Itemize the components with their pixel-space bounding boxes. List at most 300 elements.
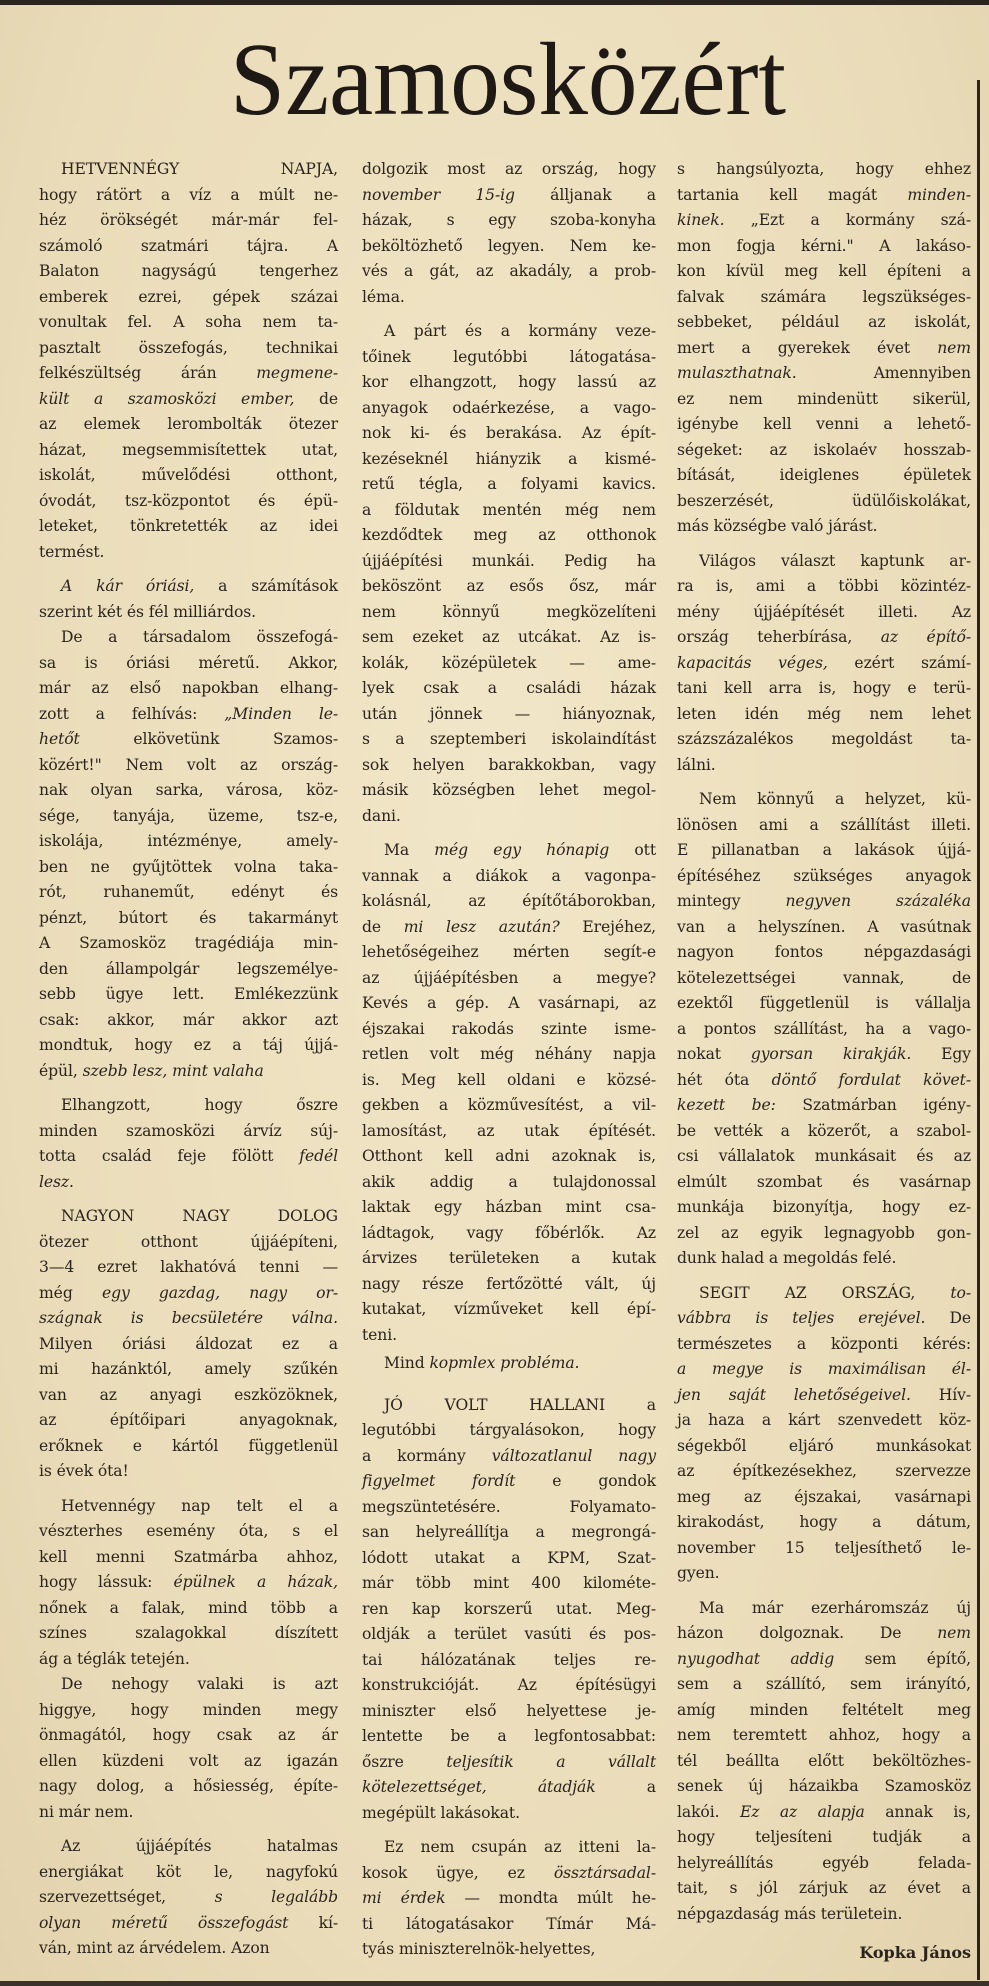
italic-emphasis: gyorsan kirakják. bbox=[750, 1045, 912, 1063]
italic-emphasis: egy gazdag, nagy or- bbox=[101, 1283, 338, 1302]
text-run: elkövetünk Szamos- bbox=[79, 730, 338, 748]
italic-emphasis: az építő- bbox=[880, 628, 971, 646]
text-line: mon fogja kérni." A lakáso- bbox=[677, 236, 971, 255]
text-line: vonultak fel. A soha nem ta- bbox=[39, 313, 338, 331]
text-line: Elhangzott, hogy őszre bbox=[61, 1096, 338, 1114]
bottom-rule bbox=[0, 1981, 989, 1986]
text-line: akik addig a tulajdonossal bbox=[362, 1172, 656, 1191]
text-line: munkája bizonyítja, hogy ez- bbox=[677, 1198, 971, 1216]
text-line: szerint két és fél milliárdos. bbox=[39, 602, 257, 621]
text-line: leten idén még nem lehet bbox=[677, 704, 971, 723]
text-line: számoló szatmári tájra. A bbox=[39, 236, 338, 255]
text-line: kutakat, vízműveket kell épí- bbox=[362, 1300, 656, 1318]
paragraph bbox=[362, 319, 656, 829]
text-run: ország teherbírása, bbox=[677, 628, 881, 646]
text-line: leteket, tönkretették az idei bbox=[39, 517, 338, 535]
text-line: már az első napokban elhang- bbox=[39, 679, 338, 697]
text-line: után jönnek — hiányoznak, bbox=[362, 704, 656, 723]
text-line: s hangsúlyozta, hogy ehhez bbox=[677, 160, 971, 178]
text-line: teni. bbox=[362, 1325, 397, 1344]
text-line bbox=[362, 1886, 656, 1912]
italic-emphasis: jen saját lehetőségeivel. bbox=[677, 1385, 911, 1404]
paragraph bbox=[677, 157, 971, 540]
text-line: laktak egy házban mint csa- bbox=[362, 1198, 656, 1216]
text-line: termést. bbox=[39, 542, 105, 561]
text-line: nőnek a falak, mind több a bbox=[39, 1598, 338, 1617]
text-line: amíg minden feltételt meg bbox=[677, 1700, 971, 1719]
text-line bbox=[39, 1885, 338, 1911]
text-line: sa is óriási méretű. Akkor, bbox=[39, 653, 338, 672]
italic-emphasis: hetőt bbox=[39, 730, 80, 748]
text-run: a számítások bbox=[194, 577, 338, 595]
column-3 bbox=[677, 157, 971, 1966]
italic-emphasis: össztársadal- bbox=[553, 1863, 656, 1882]
italic-emphasis: kapacitás véges, bbox=[677, 653, 828, 672]
italic-emphasis: szágnak is becsületére válna. bbox=[39, 1309, 338, 1327]
text-line: más községbe való járást. bbox=[677, 517, 878, 535]
text-line: beköszönt az esős ősz, már bbox=[362, 577, 656, 595]
text-line bbox=[39, 1059, 338, 1085]
text-run: házon dolgoznak. De bbox=[677, 1624, 938, 1642]
text-line bbox=[39, 1911, 338, 1937]
text-line bbox=[362, 1444, 656, 1470]
text-line: dunk halad a megoldás felé. bbox=[677, 1249, 897, 1267]
text-line: Ez nem csupán az itteni la- bbox=[384, 1838, 656, 1856]
italic-emphasis: kezett be: bbox=[677, 1096, 776, 1114]
text-line: árvizes területeken a kutak bbox=[362, 1249, 656, 1267]
text-run: tartania kell magát bbox=[677, 185, 908, 204]
text-line: sem a szállító, sem irányító, bbox=[677, 1675, 971, 1693]
text-line: lyek csak a családi házak bbox=[362, 679, 656, 697]
text-line: nagy dolog, a hősiesség, építe- bbox=[39, 1777, 338, 1795]
text-run: mert a gyerekek évet bbox=[677, 338, 938, 357]
text-run: de bbox=[294, 389, 338, 408]
text-line: ván, mint az árvédelem. Azon bbox=[39, 1939, 270, 1957]
italic-emphasis: olyan méretű összefogást bbox=[39, 1913, 289, 1932]
text-line: rót, ruhaneműt, edényt és bbox=[39, 883, 338, 901]
text-line: tyás miniszterelnök-helyettes, bbox=[362, 1940, 596, 1958]
text-line: ja haza a kárt szenvedett köz- bbox=[677, 1411, 971, 1429]
italic-emphasis: mi lesz azután? bbox=[403, 917, 560, 936]
text-run: épül, bbox=[39, 1061, 83, 1080]
text-run: ezért számí- bbox=[827, 653, 971, 672]
text-line bbox=[39, 361, 338, 387]
text-line: falvak számára legszükséges- bbox=[677, 287, 971, 306]
text-line: ötezer otthont újjáépíteni, bbox=[39, 1232, 338, 1251]
text-line: Balaton nagyságú tengerhez bbox=[39, 262, 338, 280]
italic-emphasis: negyven százaléka bbox=[785, 892, 971, 910]
text-line bbox=[362, 1775, 656, 1801]
text-line: sem ezeket az utcákat. Az is- bbox=[362, 628, 656, 646]
italic-emphasis: „Minden le- bbox=[224, 704, 339, 723]
italic-emphasis: minden- bbox=[907, 185, 971, 204]
text-run: kí- bbox=[288, 1913, 339, 1932]
text-line bbox=[362, 1750, 656, 1776]
text-line: Az újjáépítés hatalmas bbox=[61, 1837, 338, 1855]
text-line: oldják a terület vasúti és pos- bbox=[362, 1625, 656, 1643]
italic-emphasis: kötelezettséget, átadják bbox=[362, 1778, 596, 1796]
text-line bbox=[39, 1144, 338, 1170]
text-line: ra is, ami a többi közintéz- bbox=[677, 577, 971, 595]
text-run: szervezettséget, bbox=[39, 1888, 215, 1906]
text-line: sebb ügye lett. Emlékezzünk bbox=[39, 985, 338, 1003]
text-run: annak is, bbox=[864, 1802, 971, 1821]
italic-emphasis: A kár óriási, bbox=[61, 577, 195, 595]
italic-emphasis: nem bbox=[937, 1624, 971, 1642]
text-line: kolásnál, az építőtáborokban, bbox=[362, 892, 656, 910]
text-line: tőinek legutóbbi látogatása- bbox=[362, 347, 656, 366]
text-line bbox=[39, 387, 338, 413]
text-run: még bbox=[39, 1283, 102, 1302]
text-run: e gondok bbox=[515, 1472, 656, 1490]
text-line: ni már nem. bbox=[39, 1802, 134, 1821]
text-line: nok ki- és berakása. Az épít- bbox=[362, 424, 656, 442]
text-line: higgye, hogy minden megy bbox=[39, 1700, 338, 1719]
text-line bbox=[39, 1281, 338, 1307]
text-line: vannak a diákok a vagonpa- bbox=[362, 866, 656, 885]
text-line: konstrukcióját. Az építésügyi bbox=[362, 1676, 656, 1694]
italic-emphasis: nem bbox=[937, 338, 971, 357]
text-line: megépült lakásokat. bbox=[362, 1803, 520, 1822]
text-line bbox=[677, 1357, 971, 1383]
text-line bbox=[677, 625, 971, 651]
text-run: kosok ügye, ez bbox=[362, 1863, 554, 1882]
text-line: pénzt, bútort és takarmányt bbox=[39, 908, 338, 927]
paragraph bbox=[362, 157, 656, 310]
text-line: retű tégla, a folyami kavics. bbox=[362, 475, 656, 493]
italic-emphasis: vábbra is teljes erejével. bbox=[677, 1309, 926, 1327]
text-line: meg az éjszakai, vasárnapi bbox=[677, 1487, 971, 1506]
text-run: felkészültség árán bbox=[39, 364, 257, 382]
text-run: SEGIT AZ ORSZÁG, bbox=[699, 1283, 951, 1302]
text-line: sok helyen barakkokban, vagy bbox=[362, 755, 656, 774]
text-line: a pontos szállítást, ha a vago- bbox=[677, 1019, 971, 1038]
text-line: be vették a közerőt, a szabol- bbox=[677, 1121, 971, 1140]
text-line: tél beállta előtt beköltözhes- bbox=[677, 1751, 971, 1770]
italic-emphasis: fedél bbox=[299, 1147, 338, 1165]
text-run: Szatmárban igény- bbox=[775, 1096, 971, 1114]
text-line: Kevés a gép. A vasárnapi, az bbox=[362, 994, 656, 1012]
text-line bbox=[362, 1351, 656, 1377]
text-line bbox=[39, 574, 338, 600]
text-run: Egy bbox=[911, 1045, 971, 1063]
text-line: De a társadalom összefogá- bbox=[61, 628, 338, 646]
text-line: JÓ VOLT HALLANI a bbox=[384, 1395, 656, 1414]
text-line: vés a gát, az akadály, a prob- bbox=[362, 262, 656, 280]
text-line: tani kell arra is, hogy e terü- bbox=[677, 679, 971, 697]
text-line bbox=[677, 361, 971, 387]
text-line: csi vállalatok munkásait és az bbox=[677, 1147, 971, 1165]
text-line: hogy rátört a víz a múlt ne- bbox=[39, 185, 338, 204]
paragraph bbox=[39, 1834, 338, 1962]
text-line bbox=[39, 702, 338, 728]
italic-emphasis: még egy hónapig bbox=[434, 841, 610, 859]
paragraph bbox=[362, 1351, 656, 1377]
text-run: nokat bbox=[677, 1045, 751, 1063]
text-line: is. Meg kell oldani e közsé- bbox=[362, 1070, 656, 1089]
paragraph bbox=[677, 787, 971, 1272]
text-line: természetes a központi kérés: bbox=[677, 1334, 971, 1353]
text-line: igénybe kell venni a lehető- bbox=[677, 415, 971, 433]
italic-emphasis: lesz. bbox=[39, 1172, 74, 1191]
text-line bbox=[677, 1068, 971, 1094]
text-line: éjszakai rakodás szinte isme- bbox=[362, 1019, 656, 1038]
text-line: pasztalt összefogás, technikai bbox=[39, 338, 338, 357]
text-line: van az anyagi eszközöknek, bbox=[39, 1385, 338, 1404]
text-line: nem teremtett ahhoz, hogy a bbox=[677, 1726, 971, 1744]
text-line bbox=[677, 183, 971, 209]
text-line bbox=[677, 1383, 971, 1409]
text-line: lentette be a legfontosabbat: bbox=[362, 1727, 656, 1745]
text-line: nak olyan sarka, városa, köz- bbox=[39, 781, 338, 799]
text-line: lamosítást, az utak építését. bbox=[362, 1121, 656, 1140]
text-line bbox=[677, 336, 971, 362]
text-line: lönösen ami a szállítást illeti. bbox=[677, 815, 971, 834]
text-line: gekben a közművesítést, a vil- bbox=[362, 1096, 656, 1114]
paragraph bbox=[362, 838, 656, 1348]
text-line: den állampolgár legszemélye- bbox=[39, 959, 338, 978]
text-line: sebbeket, például az iskolát, bbox=[677, 313, 971, 331]
text-line: házat, megsemmisítettek utat, bbox=[39, 440, 338, 459]
text-run: Ma bbox=[384, 841, 435, 859]
text-line: önmagától, hogy csak az ár bbox=[39, 1726, 338, 1744]
column-2 bbox=[362, 157, 656, 1963]
text-line bbox=[39, 1170, 338, 1196]
text-run: a kormány bbox=[362, 1446, 492, 1465]
italic-emphasis: november 15-ig bbox=[362, 185, 515, 204]
italic-emphasis: szebb lesz, mint valaha bbox=[82, 1061, 264, 1080]
paragraph bbox=[362, 1393, 656, 1827]
text-line bbox=[677, 1281, 971, 1307]
text-line: kötelezettségei vannak, de bbox=[677, 968, 971, 987]
text-run: zott a felhívás: bbox=[39, 704, 225, 723]
text-line: NAGYON NAGY DOLOG bbox=[61, 1207, 338, 1225]
text-run: totta család feje fölött bbox=[39, 1147, 300, 1165]
text-line: erőknek e kártól függetlenül bbox=[39, 1436, 338, 1455]
text-line: ségekből eljáró munkásokat bbox=[677, 1436, 971, 1455]
italic-emphasis: a megye is maximálisan él- bbox=[677, 1360, 971, 1378]
italic-emphasis: kinek. bbox=[677, 211, 725, 229]
text-line: héz örökségét már-már fel- bbox=[39, 211, 338, 229]
text-line: senek új házaikba Szamosköz bbox=[677, 1777, 971, 1795]
text-line: nagy része fertőzötté vált, új bbox=[362, 1274, 656, 1293]
text-run: hogy lássuk: bbox=[39, 1573, 174, 1591]
text-run: álljanak a bbox=[514, 185, 656, 204]
column-1 bbox=[39, 157, 338, 1962]
italic-emphasis: Ez az alapja bbox=[739, 1802, 865, 1821]
text-line: házak, s egy szoba-konyha bbox=[362, 211, 656, 229]
author-signature: Kopka János bbox=[859, 1943, 971, 1962]
top-rule bbox=[0, 0, 989, 5]
text-line bbox=[677, 889, 971, 915]
text-line bbox=[362, 915, 656, 941]
text-line: nem könnyű megközelíteni bbox=[362, 602, 656, 621]
text-line: lehetőségeihez mérten segít-e bbox=[362, 943, 656, 961]
text-line: ben ne gyűjtöttek volna taka- bbox=[39, 857, 338, 876]
text-run: Amennyiben bbox=[796, 364, 971, 382]
italic-emphasis: s legalább bbox=[214, 1888, 339, 1906]
text-line: emberek ezrei, gépek százai bbox=[39, 287, 338, 306]
text-run: hét óta bbox=[677, 1070, 772, 1089]
italic-emphasis: épülnek a házak, bbox=[173, 1573, 338, 1591]
text-line: újjáépítési munkái. Pedig ha bbox=[362, 551, 656, 570]
italic-emphasis: kopmlex probléma. bbox=[429, 1354, 580, 1372]
italic-emphasis: kült a szamosközi ember, bbox=[39, 389, 295, 408]
italic-emphasis: teljesítik a vállalt bbox=[446, 1752, 656, 1771]
paragraph bbox=[39, 1204, 338, 1485]
text-line: san helyreállítja a megrongá- bbox=[362, 1523, 656, 1541]
text-line: százszázalékos megoldást ta- bbox=[677, 730, 971, 748]
text-line: sége, tanyája, üzeme, tsz-e, bbox=[39, 806, 338, 825]
text-line: építéséhez szükséges anyagok bbox=[677, 866, 971, 885]
text-line: anyagok odaérkezése, a vago- bbox=[362, 398, 656, 417]
text-run: mintegy bbox=[677, 892, 786, 910]
paragraph bbox=[39, 1494, 338, 1673]
text-run: lakói. bbox=[677, 1802, 740, 1821]
text-line: bítását, ideiglenes épületek bbox=[677, 466, 971, 484]
text-run: Hív- bbox=[910, 1385, 971, 1404]
article-headline bbox=[230, 22, 786, 132]
text-line: mény újjáépítését illeti. Az bbox=[677, 602, 971, 621]
paragraph bbox=[39, 625, 338, 1084]
text-line: legutóbbi tárgyalásokon, hogy bbox=[362, 1421, 656, 1439]
text-run: a bbox=[595, 1778, 656, 1796]
text-line: beköltözhető legyen. Nem ke- bbox=[362, 236, 656, 255]
text-line bbox=[362, 183, 656, 209]
text-line: Ma már ezerháromszáz új bbox=[699, 1598, 971, 1617]
text-line bbox=[362, 1861, 656, 1887]
text-line: kell menni Szatmárba ahhoz, bbox=[39, 1547, 338, 1566]
text-line: nagyon fontos népgazdasági bbox=[677, 943, 971, 961]
text-line: Világos választ kaptunk ar- bbox=[699, 551, 971, 570]
text-line: kolák, középületek — ame- bbox=[362, 653, 656, 672]
text-line: ren kap korszerű utat. Meg- bbox=[362, 1599, 656, 1618]
text-line: gyen. bbox=[677, 1564, 720, 1582]
paragraph bbox=[39, 1093, 338, 1195]
text-line: közért!" Nem volt az ország- bbox=[39, 755, 338, 774]
text-line: vészterhes esemény óta, s el bbox=[39, 1522, 338, 1540]
text-line: tai hálózatának teljes re- bbox=[362, 1650, 656, 1669]
text-line: iskolája, intézménye, amely- bbox=[39, 832, 338, 850]
text-line: az építőipari anyagoknak, bbox=[39, 1411, 338, 1429]
text-line: kirakodást, hogy a dátum, bbox=[677, 1513, 971, 1531]
text-line: hogy teljesíteni tudják a bbox=[677, 1828, 971, 1846]
text-line: minden szamosközi árvíz súj- bbox=[39, 1121, 338, 1140]
text-line bbox=[677, 1800, 971, 1826]
text-line: ti látogatásakor Tímár Má- bbox=[362, 1914, 656, 1933]
text-line bbox=[677, 651, 971, 677]
text-line: 3—4 ezret lakhatóvá tenni — bbox=[39, 1258, 338, 1276]
italic-emphasis: mulaszthatnak. bbox=[677, 364, 797, 382]
text-line bbox=[677, 208, 971, 234]
text-line: Otthont kell adni azoknak is, bbox=[362, 1147, 656, 1165]
text-line: is évek óta! bbox=[39, 1462, 129, 1480]
text-line: Nem könnyű a helyzet, kü- bbox=[699, 790, 971, 808]
text-line: helyreállítás egyéb felada- bbox=[677, 1853, 971, 1872]
text-line: a földutak mentén még nem bbox=[362, 500, 656, 519]
text-line: beszerzését, üdülőiskolákat, bbox=[677, 491, 971, 510]
text-line: csak: akkor, már akkor azt bbox=[39, 1010, 338, 1029]
text-run: de bbox=[362, 917, 404, 936]
text-line: ellen küzdeni volt az igazán bbox=[39, 1751, 338, 1770]
text-line: ez nem mindenütt sikerül, bbox=[677, 389, 971, 408]
text-line bbox=[362, 838, 656, 864]
text-line: Milyen óriási áldozat ez a bbox=[39, 1334, 338, 1353]
headline-text: Szamosközért bbox=[230, 22, 786, 132]
paragraph bbox=[39, 1672, 338, 1825]
text-line: retlen volt még néhány napja bbox=[362, 1045, 656, 1063]
italic-emphasis: változatlanul nagy bbox=[491, 1446, 656, 1465]
text-line: az elemek lerombolták ötezer bbox=[39, 415, 338, 433]
italic-emphasis: figyelmet fordít bbox=[362, 1472, 516, 1490]
text-line: ládtagok, vagy főbérlők. Az bbox=[362, 1223, 656, 1242]
paragraph bbox=[39, 157, 338, 565]
italic-emphasis: döntő fordulat követ- bbox=[771, 1070, 971, 1089]
paragraph bbox=[677, 1596, 971, 1928]
text-line: az újjáépítésben a megye? bbox=[362, 968, 656, 987]
text-line: az építkezésekhez, szervezze bbox=[677, 1462, 971, 1480]
text-line: A párt és a kormány veze- bbox=[384, 322, 656, 340]
text-line: színes szalagokkal díszített bbox=[39, 1624, 338, 1642]
text-line: dani. bbox=[362, 806, 401, 825]
text-line: ezektől függetlenül is vállalja bbox=[677, 994, 971, 1012]
text-line: energiákat köt le, nagyfokú bbox=[39, 1862, 338, 1881]
text-line: tait, s jól zárjuk az évet a bbox=[677, 1879, 971, 1897]
text-line: másik községben lehet megol- bbox=[362, 781, 656, 799]
text-line: kon kívül meg kell építeni a bbox=[677, 262, 971, 280]
paragraph bbox=[677, 549, 971, 779]
italic-emphasis: to- bbox=[950, 1283, 971, 1302]
text-line bbox=[677, 1042, 971, 1068]
text-line: dolgozik most az ország, hogy bbox=[362, 160, 656, 178]
text-line: léma. bbox=[362, 287, 405, 306]
text-line bbox=[677, 1621, 971, 1647]
text-run: De bbox=[925, 1309, 972, 1327]
text-line: HETVENNÉGY NAPJA, bbox=[61, 160, 338, 178]
text-line: E pillanatban a lakások újjá- bbox=[677, 841, 971, 859]
text-line: De nehogy valaki is azt bbox=[61, 1675, 338, 1693]
text-run: ott bbox=[609, 841, 656, 859]
text-line bbox=[39, 1570, 338, 1596]
text-line: kor elhangzott, hogy lassú az bbox=[362, 373, 656, 391]
text-run: őszre bbox=[362, 1752, 447, 1771]
text-line: kezdődtek meg az otthonok bbox=[362, 526, 656, 544]
text-line: megszüntetésére. Folyamato- bbox=[362, 1497, 656, 1516]
text-line: ségeket: az iskolaév hosszab- bbox=[677, 440, 971, 459]
text-line: van a helyszínen. A vasútnak bbox=[677, 917, 971, 936]
text-line: elmúlt szombat és vasárnap bbox=[677, 1172, 971, 1191]
text-run: „Ezt a kormány szá- bbox=[724, 211, 971, 229]
text-run: sem építő, bbox=[834, 1649, 972, 1668]
text-line bbox=[39, 727, 338, 753]
text-run: — mondta múlt he- bbox=[445, 1889, 656, 1907]
text-line bbox=[39, 1306, 338, 1332]
right-column-rule bbox=[977, 80, 980, 1980]
text-line bbox=[677, 1093, 971, 1119]
text-line: kezéseknél hiányzik a kismé- bbox=[362, 449, 656, 468]
text-line: zel az egyik legnagyobb gon- bbox=[677, 1223, 971, 1242]
paragraph bbox=[677, 1281, 971, 1587]
text-line bbox=[677, 1306, 971, 1332]
italic-emphasis: nyugodhat addig bbox=[677, 1649, 835, 1668]
text-line: lódott utakat a KPM, Szat- bbox=[362, 1548, 656, 1567]
text-line: mi hazánktól, amely szűkén bbox=[39, 1360, 338, 1378]
paragraph bbox=[362, 1835, 656, 1963]
text-run: Mind bbox=[384, 1354, 430, 1372]
text-line: Hetvennégy nap telt el a bbox=[61, 1496, 338, 1515]
text-line: lálni. bbox=[677, 755, 716, 774]
text-line: ág a téglák tetején. bbox=[39, 1649, 190, 1668]
